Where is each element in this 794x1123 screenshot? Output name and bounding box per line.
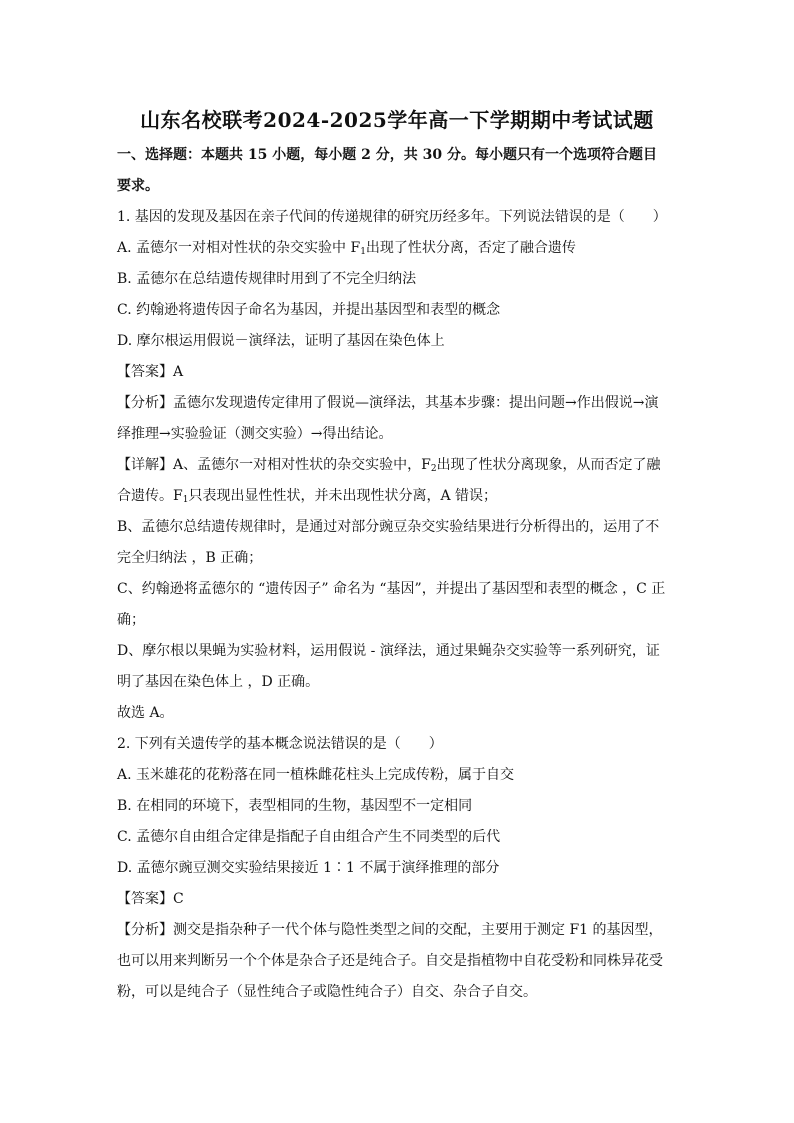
option-a-subscript: 1 [360,247,366,257]
detail-1-subscript: 2 [430,464,437,474]
section-heading-line-2: 要求。 [117,178,159,194]
detail-2-text-post: 只表现出显性性状，并未出现性状分离，A 错误； [188,488,498,504]
question-2-option-c: C. 孟德尔自由组合定律是指配子自由组合产生不同类型的后代 [117,829,501,845]
question-2-option-a: A. 玉米雄花的花粉落在同一植株雌花柱头上完成传粉，属于自交 [117,767,515,783]
question-1-detail-line-8: 明了基因在染色体上 ，D 正确。 [117,674,320,690]
page-title: 山东名校联考2024-2025学年高一下学期期中考试试题 [140,108,654,132]
detail-2-subscript: 1 [182,495,189,505]
detail-1-text-post: 出现了性状分离现象，从而否定了融 [436,457,661,473]
question-1-detail-line-3: B、孟德尔总结遗传规律时，是通过对部分豌豆杂交实验结果进行分析得出的，运用了不 [117,519,660,535]
question-1-detail-line-4: 完全归纳法 ，B 正确； [117,550,263,566]
option-a-text-pre: A. 孟德尔一对相对性状的杂交实验中 F [117,240,361,256]
question-1-detail-line-5: C、约翰逊将孟德尔的 “遗传因子” 命名为 “基因”，并提出了基因型和表型的概念 ，C 正 [117,581,666,597]
question-1-stem: 1. 基因的发现及基因在亲子代间的传递规律的研究历经多年。下列说法错误的是（ ） [117,209,667,225]
question-2-analysis-line-1: 【分析】测交是指杂种子一代个体与隐性类型之间的交配，主要用于测定 F1 的基因型， [117,922,663,938]
question-1-answer: 【答案】A [117,364,184,380]
question-1-option-b: B. 孟德尔在总结遗传规律时用到了不完全归纳法 [117,271,417,287]
question-1-detail-line-2 [117,486,497,510]
question-2-analysis-line-2: 也可以用来判断另一个个体是杂合子还是纯合子。自交是指植物中自花受粉和同株异花受 [117,953,663,969]
question-1-option-a [117,238,576,262]
question-1-analysis-line-2: 绎推理→实验验证（测交实验）→得出结论。 [117,426,393,442]
detail-2-text-pre: 合遗传。F [117,488,183,504]
question-2-stem: 2. 下列有关遗传学的基本概念说法错误的是（ ） [117,736,443,752]
question-1-option-c: C. 约翰逊将遗传因子命名为基因，并提出基因型和表型的概念 [117,302,501,318]
question-2-analysis-line-3: 粉，可以是纯合子（显性纯合子或隐性纯合子）自交、杂合子自交。 [117,984,537,1000]
question-1-conclusion: 故选 A。 [117,705,174,721]
question-1-analysis-line-1: 【分析】孟德尔发现遗传定律用了假说—演绎法，其基本步骤：提出问题→作出假说→演 [117,395,659,411]
question-1-detail-line-1 [117,455,661,479]
option-a-text-post: 出现了性状分离，否定了融合遗传 [365,240,576,256]
detail-1-text-pre: 【详解】A、孟德尔一对相对性状的杂交实验中，F [117,457,431,473]
question-1-detail-line-7: D、摩尔根以果蝇为实验材料，运用假说 - 演绎法，通过果蝇杂交实验等一系列研究，证 [117,643,660,659]
question-2-option-d: D. 孟德尔豌豆测交实验结果接近 1∶1 不属于演绎推理的部分 [117,860,500,876]
question-1-option-d: D. 摩尔根运用假说－演绎法，证明了基因在染色体上 [117,333,445,349]
question-1-detail-line-6: 确； [117,612,145,628]
section-heading-line-1: 一、选择题：本题共 15 小题，每小题 2 分，共 30 分。每小题只有一个选项符合题目 [117,147,657,163]
question-2-answer: 【答案】C [117,891,184,907]
question-2-option-b: B. 在相同的环境下，表型相同的生物，基因型不一定相同 [117,798,473,814]
